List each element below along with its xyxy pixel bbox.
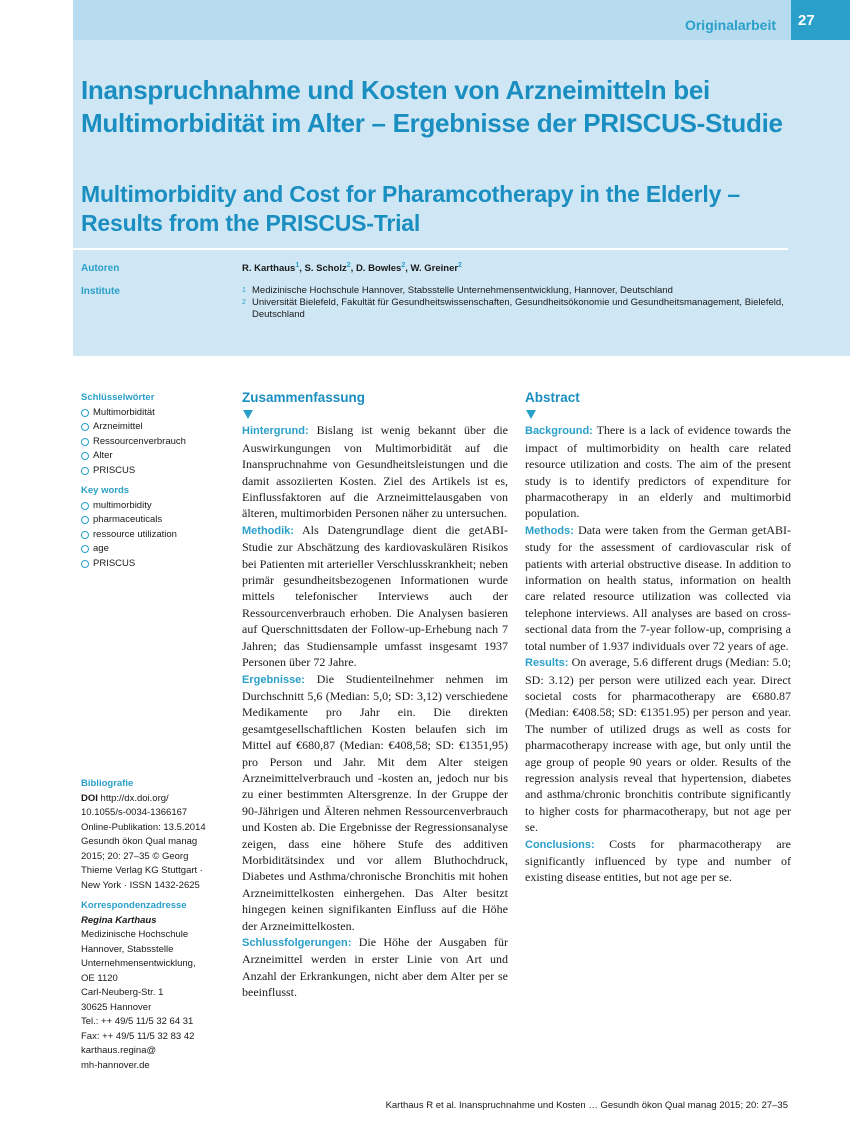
paragraph-text: Die Studienteilnehmer nehmen im Durchschnitt 5,6 (Median: 5,0; SD: 3,12) verschiedene Medikamente pro Jahr ein. Die direkten gesamtgesellschaftlichen Kosten belaufen sich im Mittel auf €680,87 (Median: €408,58; SD: €1351,95) pro Person und Jahr. Mit dem Alter steigen Arzneimittelverbrauch und -kosten an, jedoch nur bis zu einer bestimmten Altersgrenze. In der Gruppe der 90-Jährigen und Älteren nehmen Ressourcenverbrauch und Kosten ab. Die Ergebnisse der Regressionsanalyse zeigen, dass eine höhere Stufe des additiven Morbiditätsindex und vor allem Bluthochdruck, Diabetes und Asthma/chronische Bronchitis mit hohen Arzneimittelkosten einhergehen. Das Alter besitzt hingegen keinen signifikanten Einfluss auf die Höhe der Arzneimittelkosten. — [242, 671, 508, 933]
bib-line: Online-Publikation: 13.5.2014 — [81, 821, 206, 833]
bullet-icon — [81, 438, 89, 446]
bib-line: New York · ISSN 1432-2625 — [81, 879, 200, 891]
abstract-paragraph — [242, 671, 508, 935]
abstract-paragraph — [525, 654, 791, 835]
institutes-label: Institute — [81, 286, 120, 297]
keyword-label: age — [93, 543, 109, 554]
keyword-item — [81, 528, 216, 543]
author-name: W. Greiner — [410, 263, 459, 275]
correspondence-line: Medizinische Hochschule — [81, 929, 189, 940]
zusammenfassung-column — [242, 390, 508, 1001]
keyword-label: Alter — [93, 450, 113, 461]
institute-item — [242, 297, 802, 321]
keyword-label: ressource utilization — [93, 528, 177, 540]
institute-number: 2 — [242, 299, 246, 306]
keyword-item — [81, 542, 216, 557]
keyword-label: PRISCUS — [93, 464, 136, 476]
keywords-en-heading: Key words — [81, 485, 130, 496]
paragraph-label: Ergebnisse: — [242, 673, 305, 686]
abstract-paragraph — [525, 522, 791, 654]
paragraph-text: Als Datengrundlage dient die getABI-Studie zur Abschätzung des kardiovaskulären Risikos bei Patienten mit arterieller Verschlusskrankheit; neben primär gesundheitsbezogenen Informationen wurde mittels telefonischer Interviews auch der Ressourcenverbrauch erhoben. Die Analysen basieren auf Querschnittsdaten der Follow-up-Erhebung nach 7 Jahren; das Studiensample umfasst insgesamt 1937 Personen über 72 Jahre. — [242, 522, 509, 670]
paragraph-text: Die Höhe der Ausgaben für Arzneimittel werden in erster Linie von Art und Anzahl der Erkrankungen, nicht aber dem Alter per se beeinflusst. — [242, 935, 508, 1000]
triangle-down-icon — [526, 410, 536, 419]
abstract-paragraph — [525, 836, 791, 886]
keyword-label: Arzneimittel — [93, 421, 143, 432]
email-link[interactable]: karthaus.regina@ — [81, 1045, 157, 1056]
author-affiliation: 2 — [346, 262, 351, 269]
bullet-icon — [81, 452, 89, 460]
paragraph-text: Bislang ist wenig bekannt über die Auswirkungungen von Multimorbidität auf die Inanspruchnahme von Gesundheitsleistungen und die damit assoziierten Kosten. Ziel des Artikels ist es, Einflussfaktoren auf die Arzneimittelausgaben von älteren, multimorbiden Personen näher zu untersuchen. — [242, 423, 508, 521]
author-affiliation: 2 — [401, 262, 406, 269]
correspondence-line: Fax: ++ 49/5 11/5 32 83 42 — [81, 1030, 195, 1042]
paragraph-label: Background: — [525, 425, 593, 438]
zusammenfassung-heading: Zusammenfassung — [242, 390, 366, 405]
bib-line: Gesundh ökon Qual manag — [81, 836, 198, 847]
institute-text: Universität Bielefeld, Fakultät für Gesundheitswissenschaften, Gesundheitsökonomie und Gesundheitsmanagement, Bielefeld, Deutschland — [252, 297, 784, 320]
keyword-label: Ressourcenverbrauch — [93, 435, 186, 447]
keyword-item — [81, 420, 216, 435]
paragraph-text: There is a lack of evidence towards the impact of multimorbidity on health care related resource utilization and costs. The aim of the present study is to identify predictors of expenditure for pharmacotherapy in an elderly and multimorbid population. — [525, 423, 791, 521]
correspondence-heading: Korrespondenzadresse — [81, 900, 187, 911]
bullet-icon — [81, 531, 89, 539]
bibliography-box — [81, 777, 216, 1073]
keyword-label: PRISCUS — [93, 557, 136, 569]
bullet-icon — [81, 467, 89, 475]
institute-item — [242, 285, 802, 297]
keywords-box — [81, 391, 216, 571]
abstract-paragraph — [242, 934, 508, 1001]
title-english: Multimorbidity and Cost for Pharamcotherapy in the Elderly – Results from the PRISCUS-Trial — [81, 181, 740, 236]
abstract-paragraph — [242, 422, 508, 521]
authors-label: Autoren — [81, 263, 120, 274]
keyword-label: multimorbidity — [93, 499, 152, 511]
bullet-icon — [81, 516, 89, 524]
bib-line: Thieme Verlag KG Stuttgart · — [81, 865, 203, 876]
paragraph-label: Results: — [525, 657, 569, 670]
keywords-de-heading: Schlüsselwörter — [81, 392, 155, 403]
header-divider — [73, 248, 788, 250]
bib-line: 10.1055/s-0034-1366167 — [81, 807, 188, 818]
correspondence-line: 30625 Hannover — [81, 1001, 152, 1013]
institute-list — [242, 285, 802, 321]
title-german: Inanspruchnahme und Kosten von Arzneimitteln bei Multimorbidität im Alter – Ergebnisse der PRISCUS-Studie — [81, 75, 783, 138]
paragraph-label: Methods: — [525, 524, 574, 537]
paragraph-text: Data were taken from the German getABI-study for the assessment of cardiovascular risk of patients with arterial obstructive disease. In addition to information on health status, information on health care related resource utilization was collected via telephone interviews. All analyses are based on cross-sectional data from the 7-year follow-up, comprising a total number of 1.937 individuals over 72 years of age. — [525, 522, 791, 653]
doi-label: DOI — [81, 792, 98, 804]
institute-number: 1 — [242, 287, 246, 294]
keyword-label: Multimorbidität — [93, 406, 155, 418]
abstract-paragraph — [525, 422, 791, 521]
correspondence-line: OE 1120 — [81, 972, 118, 984]
section-label: Originalarbeit — [684, 17, 776, 33]
page-number: 27 — [791, 0, 850, 40]
paragraph-label: Conclusions: — [525, 838, 595, 851]
keyword-item — [81, 499, 216, 514]
keyword-item — [81, 449, 216, 464]
institute-text: Medizinische Hochschule Hannover, Stabsstelle Unternehmensentwicklung, Hannover, Deutschland — [252, 285, 673, 296]
keyword-item — [81, 557, 216, 572]
author-name: S. Scholz — [304, 263, 347, 275]
bullet-icon — [81, 560, 89, 568]
bullet-icon — [81, 423, 89, 431]
correspondence-name: Regina Karthaus — [81, 914, 157, 926]
keyword-label: pharmaceuticals — [93, 514, 163, 525]
keyword-item — [81, 435, 216, 450]
bullet-icon — [81, 409, 89, 417]
paragraph-label: Methodik: — [242, 524, 294, 537]
abstract-heading: Abstract — [525, 390, 580, 405]
triangle-down-icon — [243, 410, 253, 419]
bullet-icon — [81, 502, 89, 510]
paragraph-text: Costs for pharmacotherapy are significantly influenced by type and number of existing disease entities, but not age per se. — [525, 836, 792, 885]
bib-line: 2015; 20: 27–35 © Georg — [81, 850, 189, 862]
keyword-item — [81, 406, 216, 421]
doi-line — [81, 792, 216, 807]
bullet-icon — [81, 545, 89, 553]
paragraph-text: On average, 5.6 different drugs (Median: 5.0; SD: 3.12) per person were utilized each year. Direct societal costs for pharmacotherapy are €680.87 (Median: €408.58; SD: €1351.95) per person and year. The number of utilized drugs as well as costs for pharmacotherapy increase with age, but only until the age group of people 90 years or older. Results of the regression analysis reveal that hypertension, diabetes and asthma/chronic bronchitis contribute significantly to higher costs for pharmacotherapy, but not age per se. — [525, 655, 792, 835]
email-link[interactable]: mh-hannover.de — [81, 1059, 150, 1071]
bibliography-heading: Bibliografie — [81, 778, 134, 789]
page-footer: Karthaus R et al. Inanspruchnahme und Kosten … Gesundh ökon Qual manag 2015; 20: 27–35 — [385, 1100, 788, 1111]
correspondence-line: Tel.: ++ 49/5 11/5 32 64 31 — [81, 1016, 194, 1027]
keyword-item — [81, 513, 216, 528]
correspondence-line: Unternehmensentwicklung, — [81, 958, 196, 969]
doi-link[interactable]: http://dx.doi.org/ — [100, 792, 169, 804]
paragraph-label: Hintergrund: — [242, 425, 309, 438]
paragraph-label: Schlussfolgerungen: — [242, 937, 352, 949]
author-name: R. Karthaus — [242, 263, 296, 275]
author-list: R. Karthaus$^1$, S. Scholz$^2$, D. Bowles$^2$, W. Greiner$^2$ — [242, 262, 462, 275]
correspondence-line: Carl-Neuberg-Str. 1 — [81, 987, 164, 998]
author-affiliation: 1 — [295, 262, 300, 269]
keyword-item — [81, 464, 216, 479]
author-name: D. Bowles — [355, 263, 402, 275]
author-affiliation: 2 — [458, 262, 462, 269]
abstract-column — [525, 390, 791, 886]
abstract-paragraph — [242, 522, 508, 671]
correspondence-line: Hannover, Stabsstelle — [81, 943, 174, 955]
